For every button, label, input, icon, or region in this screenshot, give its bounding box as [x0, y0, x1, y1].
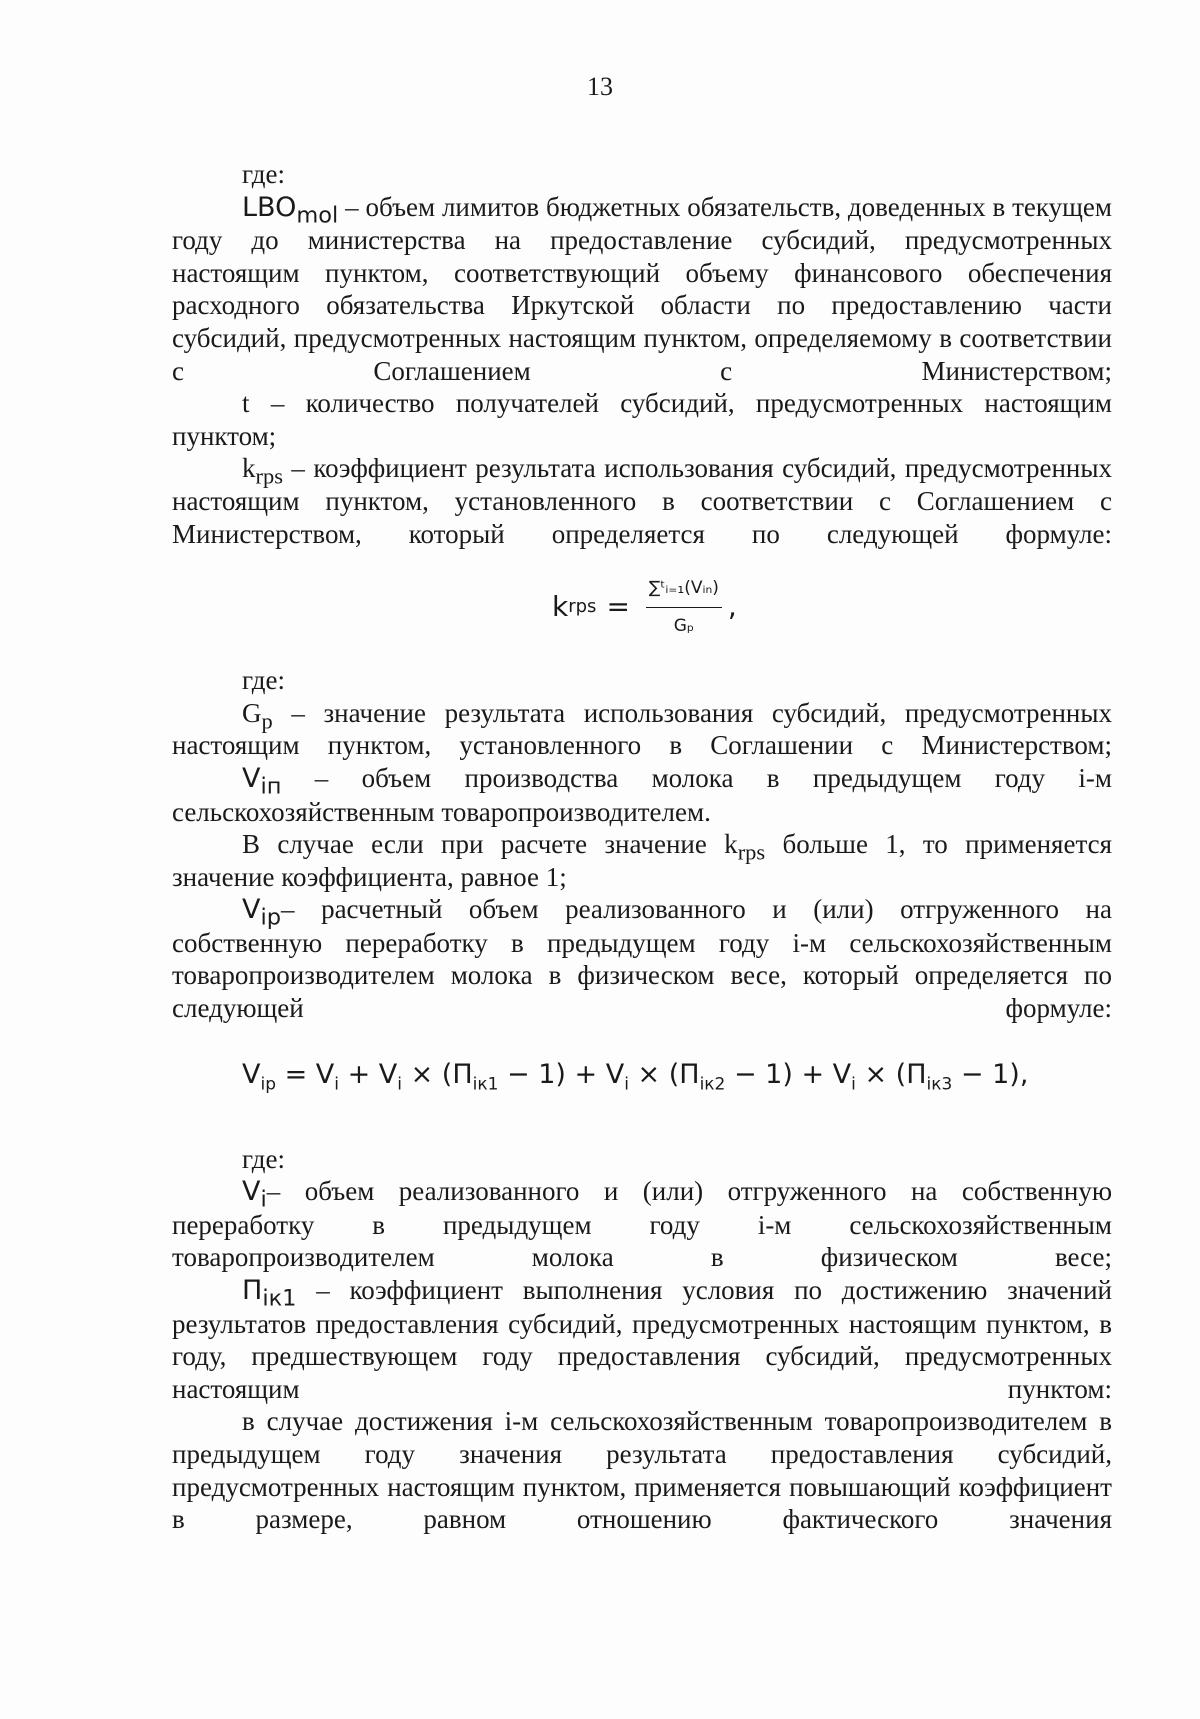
text-part: В случае если при расчете значение k: [242, 829, 738, 860]
formula-krps: k rps = $\frac{\text{∑ᵗᵢ₌₁(Vᵢₙ)}}{\text{Gₚ}}$ ,: [172, 550, 1112, 664]
formula-lhs: k: [552, 589, 569, 623]
definition-text: – объем производства молока в предыдущем году i-м сельскохозяйственным товаропроизводителем.: [172, 762, 1112, 827]
definition-text: – коэффициент результата использования субсидий, предусмотренных настоящим пунктом, установленного в соответствии с Соглашением с Министерством, который определяется по следующей формуле:: [172, 453, 1112, 549]
symbol-sub: р: [261, 708, 273, 734]
symbol-sub: iк1: [262, 1285, 297, 1312]
paragraph-gp: [172, 697, 1112, 762]
symbol: V: [242, 1176, 261, 1208]
paragraph-vi: [172, 1175, 1112, 1274]
definition-text: – объем лимитов бюджетных обязательств, доведенных в текущем году до министерства на предоставление субсидий, предусмотренных настоящим пунктом, соответствующий объему финансового обеспечения расходного обязательства Иркутской области по предоставлению части субсидий, предусмотренных настоящим пунктом, определяемому в соответствии с Соглашением с Министерством;: [172, 191, 1112, 386]
symbol: V: [242, 894, 261, 926]
page-number: 13: [587, 72, 613, 101]
definition-text: – значение результата использования субсидий, предусмотренных настоящим пунктом, установленного в Соглашении с Министерством;: [172, 697, 1112, 761]
paragraph-achievement: в случае достижения i-м сельскохозяйственным товаропроизводителем в предыдущем году значения результата предоставления субсидий, предусмотренных настоящим пунктом, применяется повышающий коэффициент в размере, равном отношению фактического значения: [172, 1406, 1112, 1535]
symbol-sub: mol: [296, 201, 339, 228]
definition-text: – коэффициент выполнения условия по достижению значений результатов предоставления субсидий, предусмотренных настоящим пунктом, в году, предшествующем году предоставления субсидий, предусмотренных настоящим пунктом:: [172, 1275, 1112, 1404]
symbol-sub: iп: [260, 773, 282, 800]
symbol: П: [242, 1275, 263, 1307]
symbol-sub: rps: [737, 839, 766, 865]
symbol-sub: rps: [255, 463, 283, 489]
fraction-denominator: Gₚ: [673, 615, 695, 636]
document-body: [172, 158, 1112, 1536]
formula-vip: [172, 1025, 1112, 1143]
definition-text: – расчетный объем реализованного и (или) отгруженного на собственную переработку в предыдущем году i-м сельскохозяйственным товаропроизводителем молока в физическом весе, который определяется по следующей формуле:: [172, 894, 1112, 1024]
text-part: больше 1, то применяется значение коэффициента, равное 1;: [172, 829, 1112, 892]
formula-line: $V_{ip} = V_i + V_i \times (П_{iк1} - 1) + V_i \times (П_{iк2} - 1) + V_i \times (П_{iк3} - 1)$,: [242, 1058, 1029, 1095]
symbol: LBO: [242, 191, 297, 223]
where-label: где:: [242, 665, 285, 696]
paragraph-vip: [172, 893, 1112, 1024]
definition-text: – объем реализованного и (или) отгруженного на собственную переработку в предыдущем году i-м сельскохозяйственным товаропроизводителем молока в физическом весе;: [172, 1176, 1112, 1273]
paragraph-case: [172, 828, 1112, 893]
symbol: k: [242, 453, 256, 484]
paragraph-vin: [172, 762, 1112, 828]
symbol-sub: i: [260, 1186, 267, 1213]
symbol: V: [242, 762, 261, 794]
symbol-sub: ip: [260, 904, 282, 931]
paragraph-pik1: [172, 1274, 1112, 1405]
formula-tail: ,: [727, 589, 737, 623]
symbol: G: [242, 697, 262, 728]
paragraph-lbo: [172, 191, 1112, 388]
fraction: [646, 572, 722, 642]
where-label: где:: [242, 159, 285, 189]
paragraph-t: t – количество получателей субсидий, предусмотренных настоящим пунктом;: [172, 388, 1112, 451]
paragraph-krps: [172, 452, 1112, 550]
equals-sign: =: [606, 589, 630, 623]
fraction-numerator: ∑ᵗᵢ₌₁(Vᵢₙ): [646, 572, 722, 608]
where-label: где:: [242, 1143, 285, 1174]
